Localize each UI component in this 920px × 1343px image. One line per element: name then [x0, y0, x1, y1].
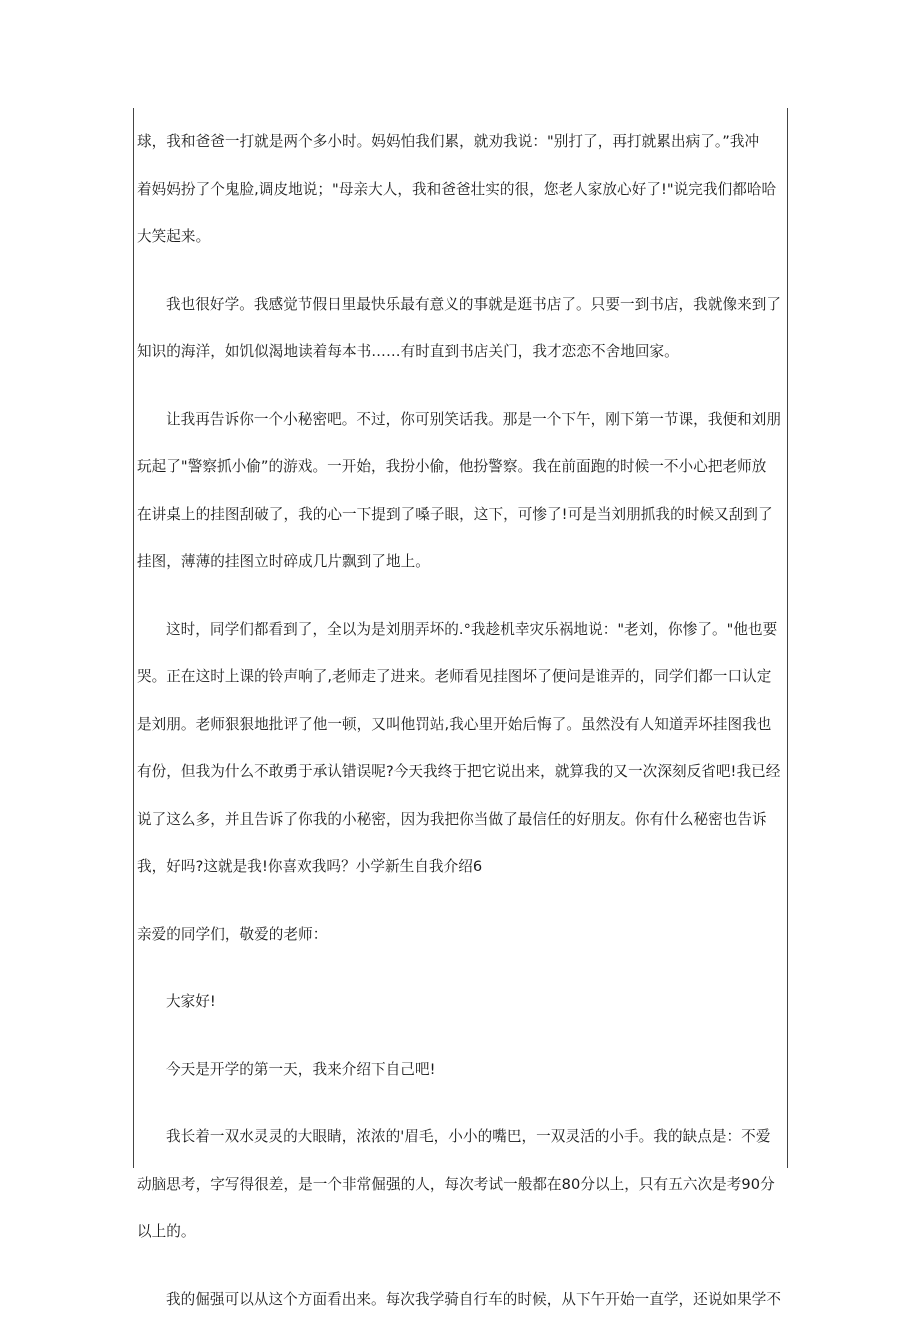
- paragraph: [137, 118, 789, 261]
- paragraph: [137, 281, 789, 376]
- paragraph: [137, 1113, 789, 1256]
- paragraph-line: 我的倔强可以从这个方面看出来。每次我学骑自行车的时候，从下午开始一直学，还说如果学不: [166, 1290, 782, 1308]
- paragraph-line: 在讲桌上的挂图刮破了，我的心一下提到了嗓子眼，这下，可惨了!可是当刘朋抓我的时候又刮到了: [137, 505, 773, 523]
- paragraph: [137, 396, 789, 586]
- paragraph: [137, 911, 789, 959]
- paragraph-line: 大笑起来。: [137, 228, 211, 245]
- paragraph-line: 今天是开学的第一天，我来介绍下自己吧!: [166, 1060, 436, 1078]
- paragraph-line: 我也很好学。我感觉节假日里最快乐最有意义的事就是逛书店了。只要一到书店，我就像来到了: [166, 295, 782, 313]
- paragraph-line: 着妈妈扮了个鬼脸,调皮地说；"母亲大人，我和爸爸壮实的很，您老人家放心好了!"说完我们都哈哈: [137, 180, 777, 198]
- paragraph-line: 玩起了"警察抓小偷”的游戏。一开始，我扮小偷，他扮警察。我在前面跑的时候一不小心把老师放: [137, 458, 767, 475]
- paragraph-line: 我，好吗?这就是我!你喜欢我吗？小学新生自我介绍6: [137, 858, 483, 875]
- paragraph-line: 亲爱的同学们，敬爱的老师：: [137, 925, 328, 943]
- paragraph-line: 以上的。: [137, 1223, 196, 1240]
- paragraph-line: 动脑思考，字写得很差，是一个非常倔强的人，每次考试一般都在80分以上，只有五六次是考90分: [137, 1175, 775, 1193]
- document-body: [137, 118, 789, 1343]
- paragraph-line: 是刘朋。老师狠狠地批评了他一顿，又叫他罚站,我心里开始后悔了。虽然没有人知道弄坏挂图我也: [137, 715, 772, 733]
- paragraph: [137, 1046, 789, 1094]
- paragraph: [137, 1276, 789, 1324]
- paragraph-line: 我长着一双水灵灵的大眼睛，浓浓的'眉毛，小小的嘴巴，一双灵活的小手。我的缺点是：不爱: [166, 1128, 771, 1145]
- paragraph-line: 挂图，薄薄的挂图立时碎成几片飘到了地上。: [137, 553, 430, 570]
- paragraph-line: 这时，同学们都看到了，全以为是刘朋弄坏的.°我趁机幸灾乐祸地说："老刘，你惨了。"他也要: [166, 620, 778, 638]
- paragraph: [137, 606, 789, 891]
- paragraph-line: 哭。正在这时上课的铃声响了,老师走了进来。老师看见挂图坏了便问是谁弄的，同学们都一口认定: [137, 668, 772, 685]
- paragraph: [137, 978, 789, 1026]
- paragraph-line: 球，我和爸爸一打就是两个多小时。妈妈怕我们累，就劝我说："别打了，再打就累出病了。”我冲: [137, 133, 760, 150]
- paragraph-line: 说了这么多，并且告诉了你我的小秘密，因为我把你当做了最信任的好朋友。你有什么秘密也告诉: [137, 810, 767, 828]
- paragraph-line: 大家好!: [166, 993, 216, 1010]
- paragraph-line: 有份，但我为什么不敢勇于承认错误呢?今天我终于把它说出来，就算我的又一次深刻反省吧!我已经: [137, 763, 781, 780]
- left-margin-rule: [133, 108, 134, 1168]
- paragraph-line: 知识的海洋，如饥似渴地读着每本书……有时直到书店关门，我才恋恋不舍地回家。: [137, 343, 679, 360]
- paragraph-line: 让我再告诉你一个小秘密吧。不过，你可别笑话我。那是一个下午，刚下第一节课，我便和刘朋: [166, 410, 782, 428]
